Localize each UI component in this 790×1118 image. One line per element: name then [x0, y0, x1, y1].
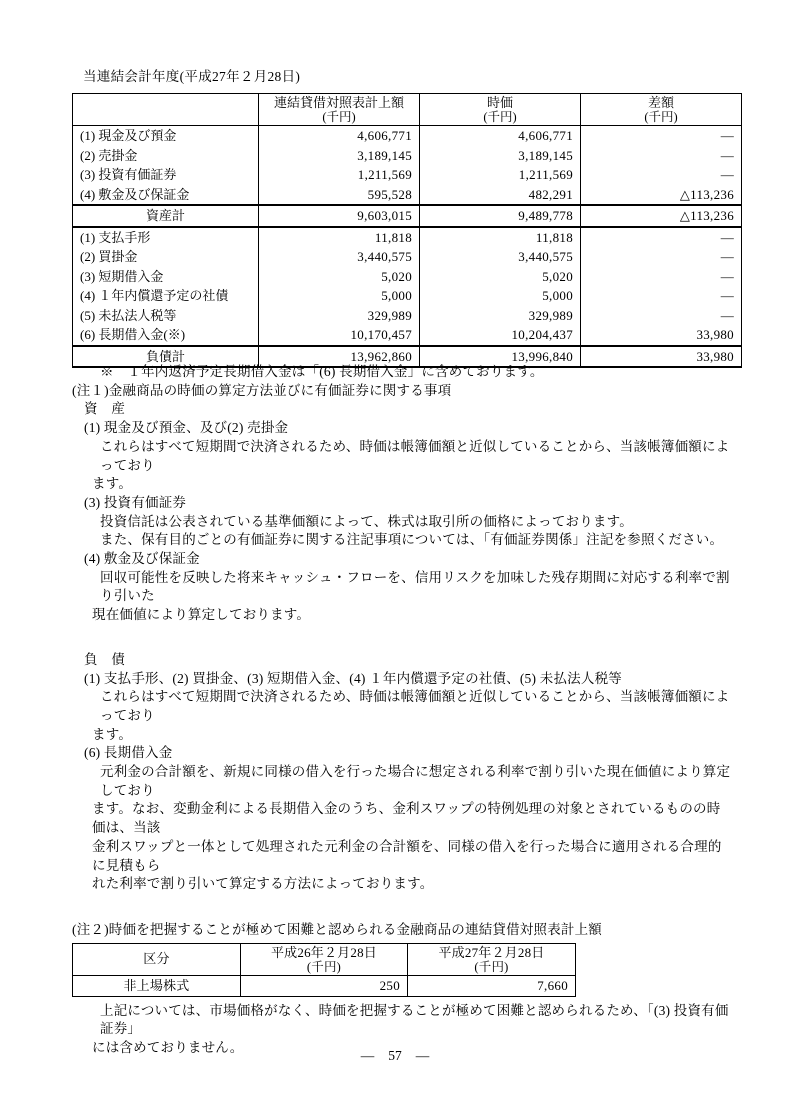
liability-total-label: 負債計: [73, 346, 259, 368]
row-label: (4) １年内償還予定の社債: [73, 286, 259, 306]
table-row: [73, 165, 742, 185]
table-row: [73, 325, 742, 346]
row-fair-value: 5,000: [420, 286, 581, 306]
note-line: 投資信託は公表されている基準価額によって、株式は取引所の価格によっております。: [100, 513, 633, 529]
row-fair-value: 1,211,569: [420, 165, 581, 185]
unlisted-stock-table: [72, 943, 576, 997]
header-prev-period-unit: (千円): [306, 959, 342, 974]
financial-table-header: [73, 94, 742, 126]
asset-total-label: 資産計: [73, 205, 259, 227]
note-line: (1) 現金及び預金、及び(2) 売掛金: [84, 420, 289, 436]
note-line: には含めておりません。: [92, 1040, 244, 1056]
header-book-value-unit: (千円): [322, 110, 356, 124]
row-difference: ―: [581, 165, 742, 185]
note-line: これらはすべて短期間で決済されるため、時価は帳簿価額と近似していることから、当該帳簿価額によっており: [100, 438, 730, 473]
note-line: ます。なお、変動金利による長期借入金のうち、金利スワップの特例処理の対象とされているものの時価は、当該: [92, 801, 721, 836]
header-fair-value: [420, 94, 581, 126]
row-book-value: 5,000: [259, 286, 420, 306]
row-fair-value: 329,989: [420, 306, 581, 326]
row-difference: ―: [581, 146, 742, 166]
unlisted-stock-table-header: [73, 943, 576, 975]
table-row: [73, 286, 742, 306]
row-label: (4) 敷金及び保証金: [73, 185, 259, 206]
page-number: 57: [388, 1048, 402, 1063]
liability-total-book-value: 13,962,860: [259, 346, 420, 368]
row-label: (3) 短期借入金: [73, 267, 259, 287]
row-book-value: 3,440,575: [259, 247, 420, 267]
table-row: [73, 267, 742, 287]
row-label: (6) 長期借入金(※): [73, 325, 259, 346]
asset-total-row: [73, 205, 742, 227]
row-book-value: 10,170,457: [259, 325, 420, 346]
row-prev-value: 250: [241, 975, 408, 996]
header-difference: [581, 94, 742, 126]
header-difference-unit: (千円): [644, 110, 678, 124]
assets-heading: 資 産: [84, 401, 126, 417]
note-line: 金利スワップと一体として処理された元利金の合計額を、同様の借入を行った場合に適用される合理的に見積もら: [92, 838, 722, 873]
row-fair-value: 10,204,437: [420, 325, 581, 346]
note-line: (1) 支払手形、(2) 買掛金、(3) 短期借入金、(4) １年内償還予定の社債、(5) 未払法人税等: [84, 670, 622, 686]
row-fair-value: 3,440,575: [420, 247, 581, 267]
header-prev-period-title: 平成26年２月28日: [270, 944, 377, 960]
row-difference: ―: [581, 267, 742, 287]
header-book-value-title: 連結貸借対照表計上額: [273, 95, 404, 110]
table-row: [73, 247, 742, 267]
asset-total-fair-value: 9,489,778: [420, 205, 581, 227]
row-curr-value: 7,660: [408, 975, 576, 996]
row-book-value: 329,989: [259, 306, 420, 326]
note-line: 上記については、市場価格がなく、時価を把握することが極めて困難と認められるため、「(3) 投資有価証券」: [100, 1002, 729, 1037]
liabilities-heading: 負 債: [84, 651, 126, 667]
row-book-value: 595,528: [259, 185, 420, 206]
row-difference: 33,980: [581, 325, 742, 346]
header-fair-value-unit: (千円): [483, 110, 517, 124]
row-fair-value: 482,291: [420, 185, 581, 206]
row-label: (2) 売掛金: [73, 146, 259, 166]
liability-total-difference: 33,980: [581, 346, 742, 368]
table-footnote: ※ １年内返済予定長期借入金は「(6) 長期借入金」に含めております。: [100, 364, 544, 379]
table-row: [73, 126, 742, 146]
row-difference: △113,236: [581, 185, 742, 206]
row-book-value: 3,189,145: [259, 146, 420, 166]
header-fair-value-title: 時価: [486, 95, 513, 110]
table-row: [73, 185, 742, 206]
row-label: (3) 投資有価証券: [73, 165, 259, 185]
row-label: 非上場株式: [73, 975, 241, 996]
note-line: ます。: [92, 476, 133, 492]
note-line: これらはすべて短期間で決済されるため、時価は帳簿価額と近似していることから、当該帳簿価額によっており: [100, 689, 730, 723]
footer-left-dash: ―: [360, 1048, 375, 1063]
page-title: 当連結会計年度(平成27年２月28日): [83, 69, 301, 84]
header-curr-period-title: 平成27年２月28日: [438, 944, 545, 960]
asset-total-difference: △113,236: [581, 205, 742, 227]
row-book-value: 11,818: [259, 227, 420, 248]
row-fair-value: 5,020: [420, 267, 581, 287]
row-fair-value: 3,189,145: [420, 146, 581, 166]
table-row: [73, 227, 742, 248]
page-footer: [0, 1048, 790, 1064]
row-label: (1) 支払手形: [73, 227, 259, 248]
note-line: 元利金の合計額を、新規に同様の借入を行った場合に想定される利率で割り引いた現在価値により算定しており: [100, 764, 731, 798]
row-book-value: 4,606,771: [259, 126, 420, 146]
header-curr-period-unit: (千円): [474, 959, 509, 974]
header-difference-title: 差額: [647, 95, 674, 110]
financial-instruments-table: [72, 93, 742, 368]
table-row: [73, 146, 742, 166]
row-label: (2) 買掛金: [73, 247, 259, 267]
row-difference: ―: [581, 227, 742, 248]
row-fair-value: 4,606,771: [420, 126, 581, 146]
asset-total-book-value: 9,603,015: [259, 205, 420, 227]
row-difference: ―: [581, 286, 742, 306]
table-row: [73, 306, 742, 326]
row-difference: ―: [581, 247, 742, 267]
row-label: (5) 未払法人税等: [73, 306, 259, 326]
note-line: 回収可能性を反映した将来キャッシュ・フローを、信用リスクを加味した残存期間に対応する利率で割り引いた: [100, 569, 730, 604]
row-label: (1) 現金及び預金: [73, 126, 259, 146]
table-row: [73, 975, 576, 996]
row-difference: ―: [581, 306, 742, 326]
note2-heading: (注２)時価を把握することが極めて困難と認められる金融商品の連結貸借対照表計上額: [72, 921, 602, 937]
row-book-value: 1,211,569: [259, 165, 420, 185]
footer-right-dash: ―: [415, 1048, 430, 1063]
note-line: (4) 敷金及び保証金: [84, 551, 200, 567]
notes-section: [72, 363, 732, 1058]
note-line: (6) 長期借入金: [84, 745, 173, 761]
liability-total-fair-value: 13,996,840: [420, 346, 581, 368]
header-blank: [73, 94, 259, 126]
row-fair-value: 11,818: [420, 227, 581, 248]
note-line: また、保有目的ごとの有価証券に関する注記事項については、「有価証券関係」注記を参照ください。: [100, 532, 724, 548]
header-category: 区分: [73, 943, 241, 975]
row-difference: ―: [581, 126, 742, 146]
header-curr-period: [408, 943, 576, 975]
note-line: れた利率で割り引いて算定する方法によっております。: [92, 876, 434, 892]
note1-heading: (注１)金融商品の時価の算定方法並びに有価証券に関する事項: [72, 382, 452, 398]
row-book-value: 5,020: [259, 267, 420, 287]
note-line: (3) 投資有価証券: [84, 494, 187, 510]
header-book-value: [259, 94, 420, 126]
header-prev-period: [241, 943, 408, 975]
note-line: ます。: [92, 726, 133, 742]
note-line: 現在価値により算定しております。: [92, 607, 311, 623]
